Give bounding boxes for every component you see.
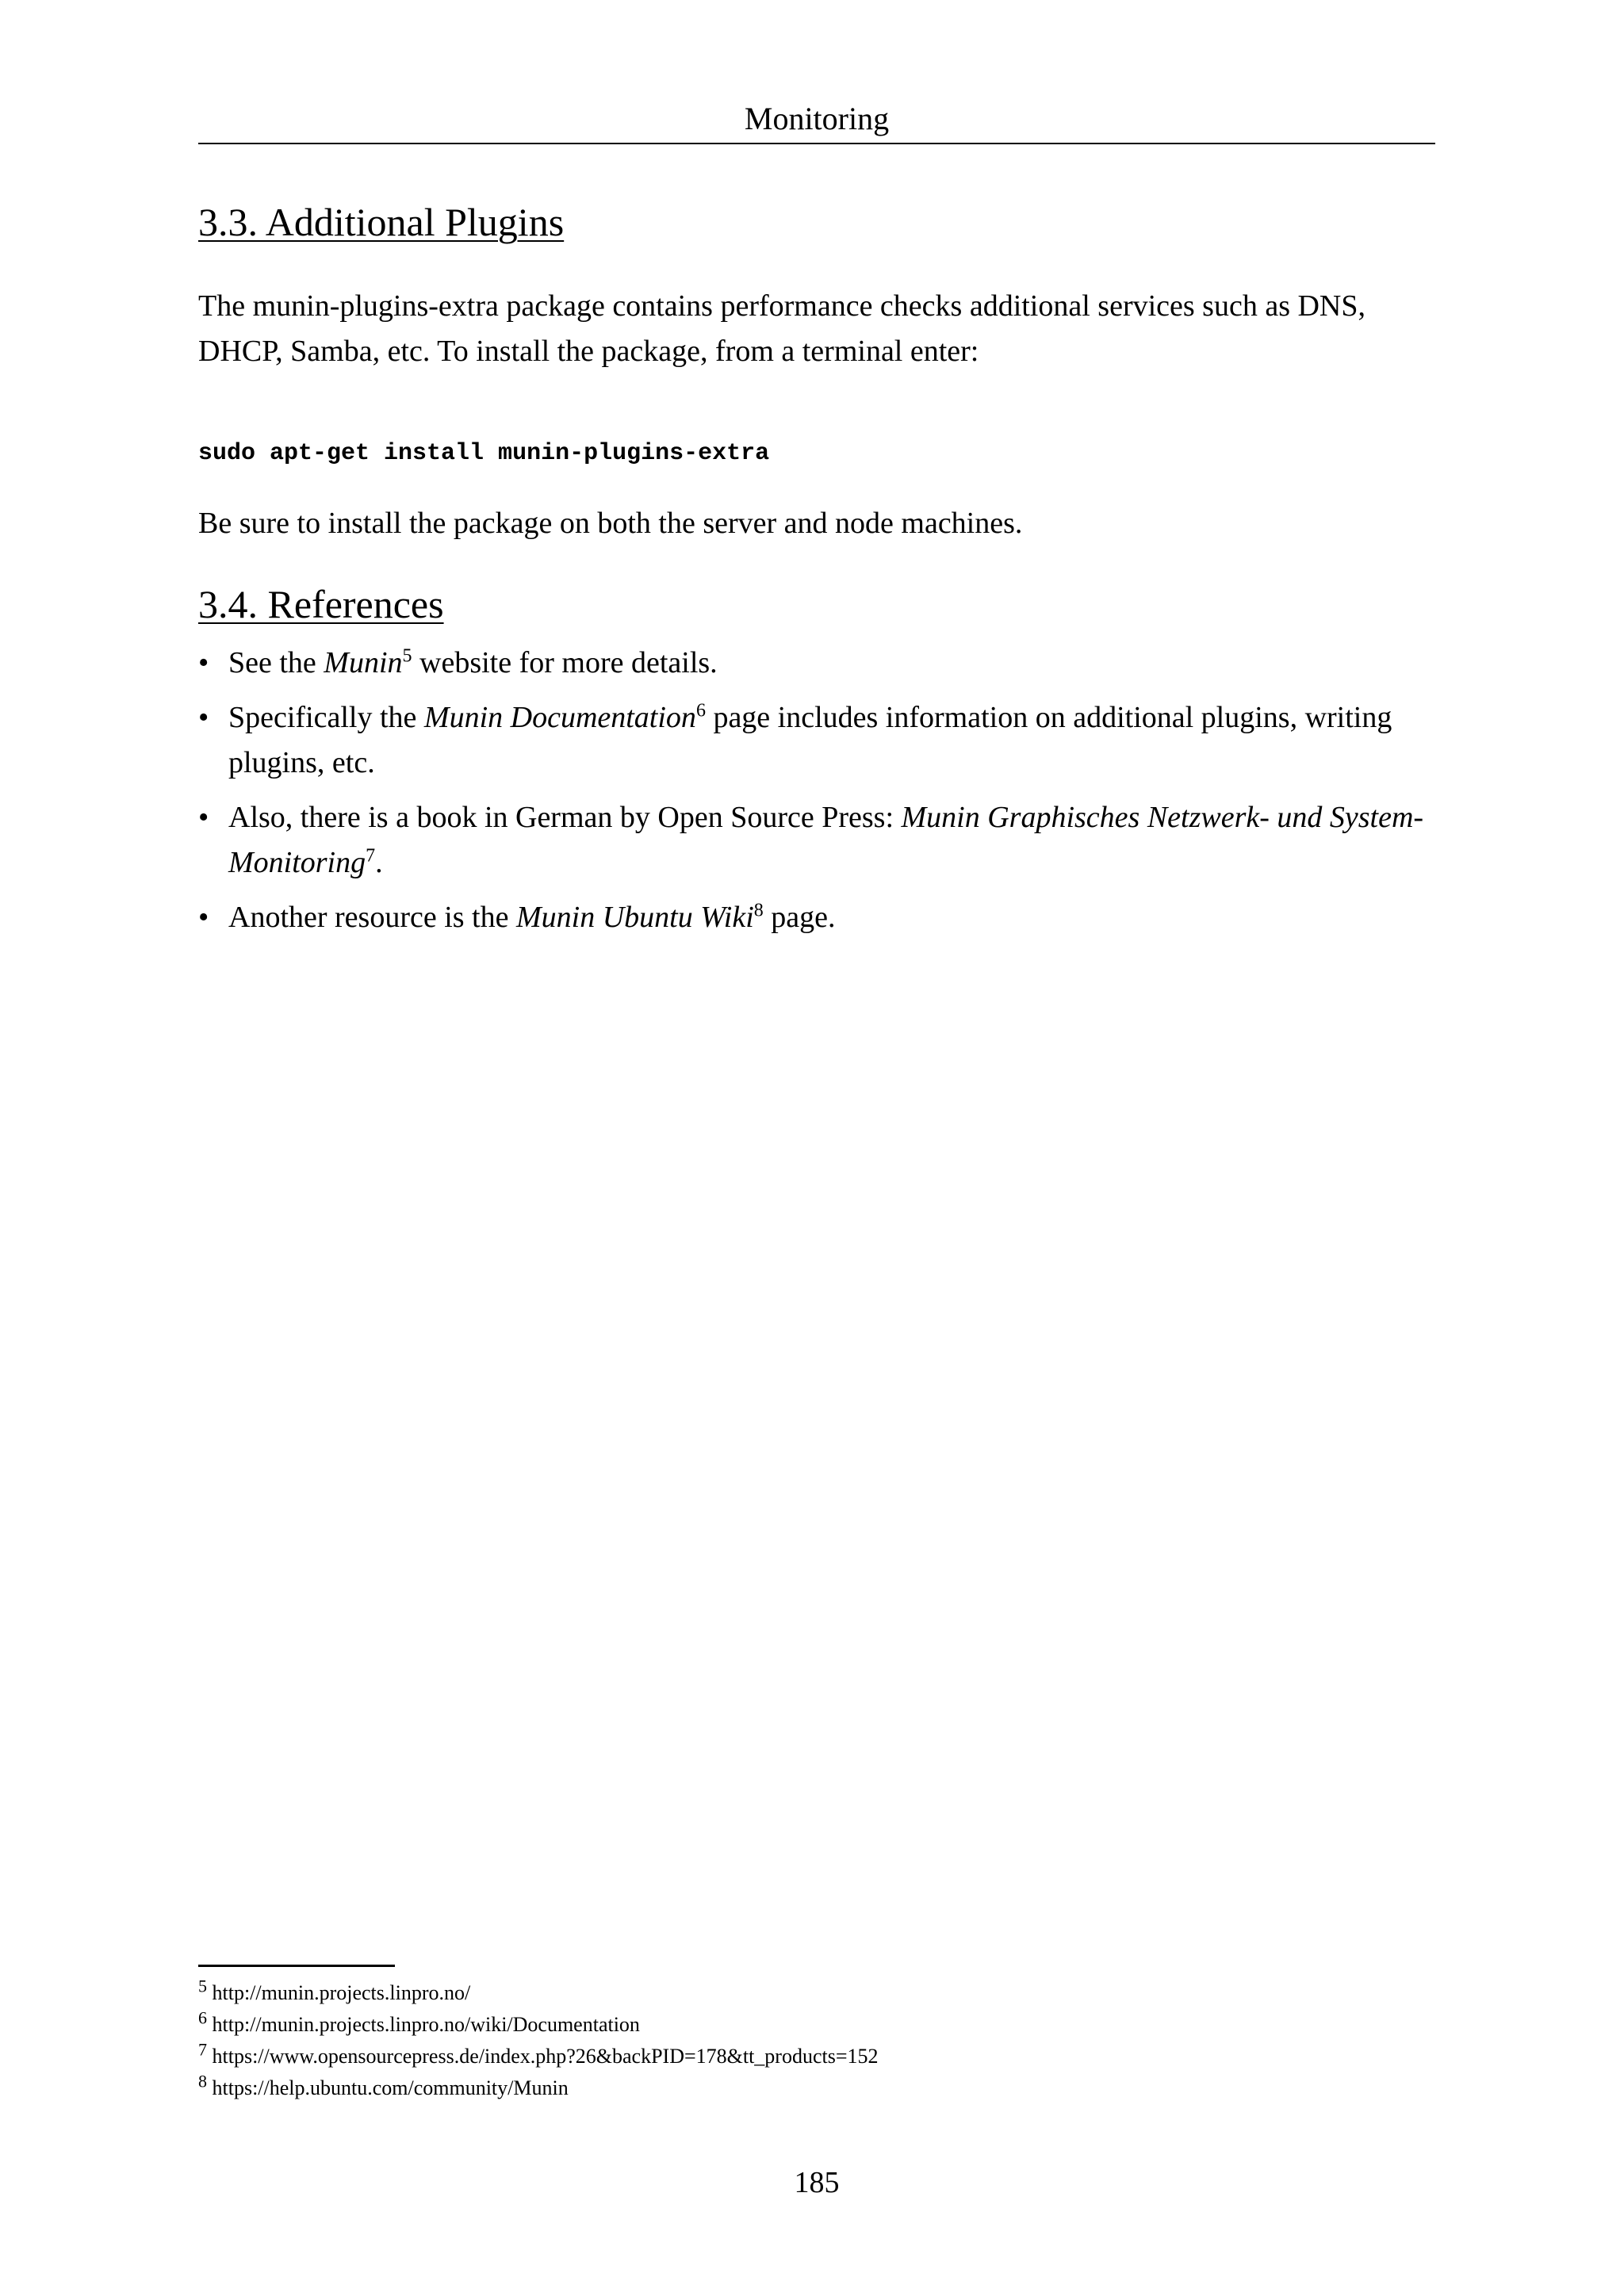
intro-line-2: DHCP, Samba, etc. To install the package, from a terminal enter: [198,335,979,368]
bullet-marker: • [198,801,209,834]
footnote-rule [198,1965,395,1967]
intro-paragraph [198,284,1435,374]
reference-item [198,641,1435,686]
footnote [198,2041,1435,2072]
footnote-url[interactable]: http://munin.projects.linpro.no/ [212,1981,471,2004]
reference-item [198,795,1435,886]
footnote [198,1977,1435,2009]
references-list [198,641,1435,950]
reference-text: Another resource is the [228,901,516,934]
install-command: sudo apt-get install munin-plugins-extra [198,440,770,467]
bullet-marker: • [198,901,209,934]
reference-text: See the [228,646,324,679]
bullet-marker: • [198,701,209,734]
footnote-url[interactable]: https://www.opensourcepress.de/index.php?26&backPID=178&tt_products=152 [212,2045,879,2068]
footnote-url[interactable]: http://munin.projects.linpro.no/wiki/Documentation [212,2013,640,2036]
reference-item [198,895,1435,940]
reference-link-munin-documentation[interactable]: Munin Documentation [423,701,696,734]
footnote-number: 5 [198,1976,207,1996]
reference-text: Specifically the [228,701,424,734]
footnote-ref[interactable]: 7 [366,845,376,867]
footnotes [198,1977,1435,2104]
footnote-ref[interactable]: 6 [695,700,706,721]
section-title-references: 3.4. References [198,582,444,626]
header-rule [198,143,1435,144]
reference-text: website for more details. [412,646,718,679]
reference-text: page. [763,901,836,934]
footnote-ref[interactable]: 8 [753,900,764,921]
running-header: Monitoring [744,101,890,136]
footnote-url[interactable]: https://help.ubuntu.com/community/Munin [212,2076,569,2099]
reference-text: page includes information on additional plugins, writing plugins, etc. [228,701,1392,779]
page-number: 185 [794,2166,840,2199]
footnote-number: 7 [198,2039,207,2060]
footnote [198,2072,1435,2104]
document-page [198,0,1435,2296]
footnote [198,2009,1435,2041]
bullet-marker: • [198,646,209,679]
reference-link-munin-ubuntu-wiki[interactable]: Munin Ubuntu Wiki [516,901,754,934]
reference-text: Also, there is a book in German by Open Source Press: [228,801,902,834]
intro-line-1: The munin-plugins-extra package contains performance checks additional services such as DNS, [198,289,1365,323]
footnote-number: 8 [198,2071,207,2091]
footnote-number: 6 [198,2007,207,2028]
reference-link-munin-book[interactable]: Munin Graphisches Netzwerk- und System-Monitoring [228,801,1424,879]
reference-link-munin[interactable]: Munin [324,646,403,679]
install-note: Be sure to install the package on both the server and node machines. [198,507,1023,540]
section-title-additional-plugins: 3.3. Additional Plugins [198,200,565,244]
footnote-ref[interactable]: 5 [402,645,412,667]
reference-item [198,695,1435,786]
reference-text: . [375,846,383,879]
